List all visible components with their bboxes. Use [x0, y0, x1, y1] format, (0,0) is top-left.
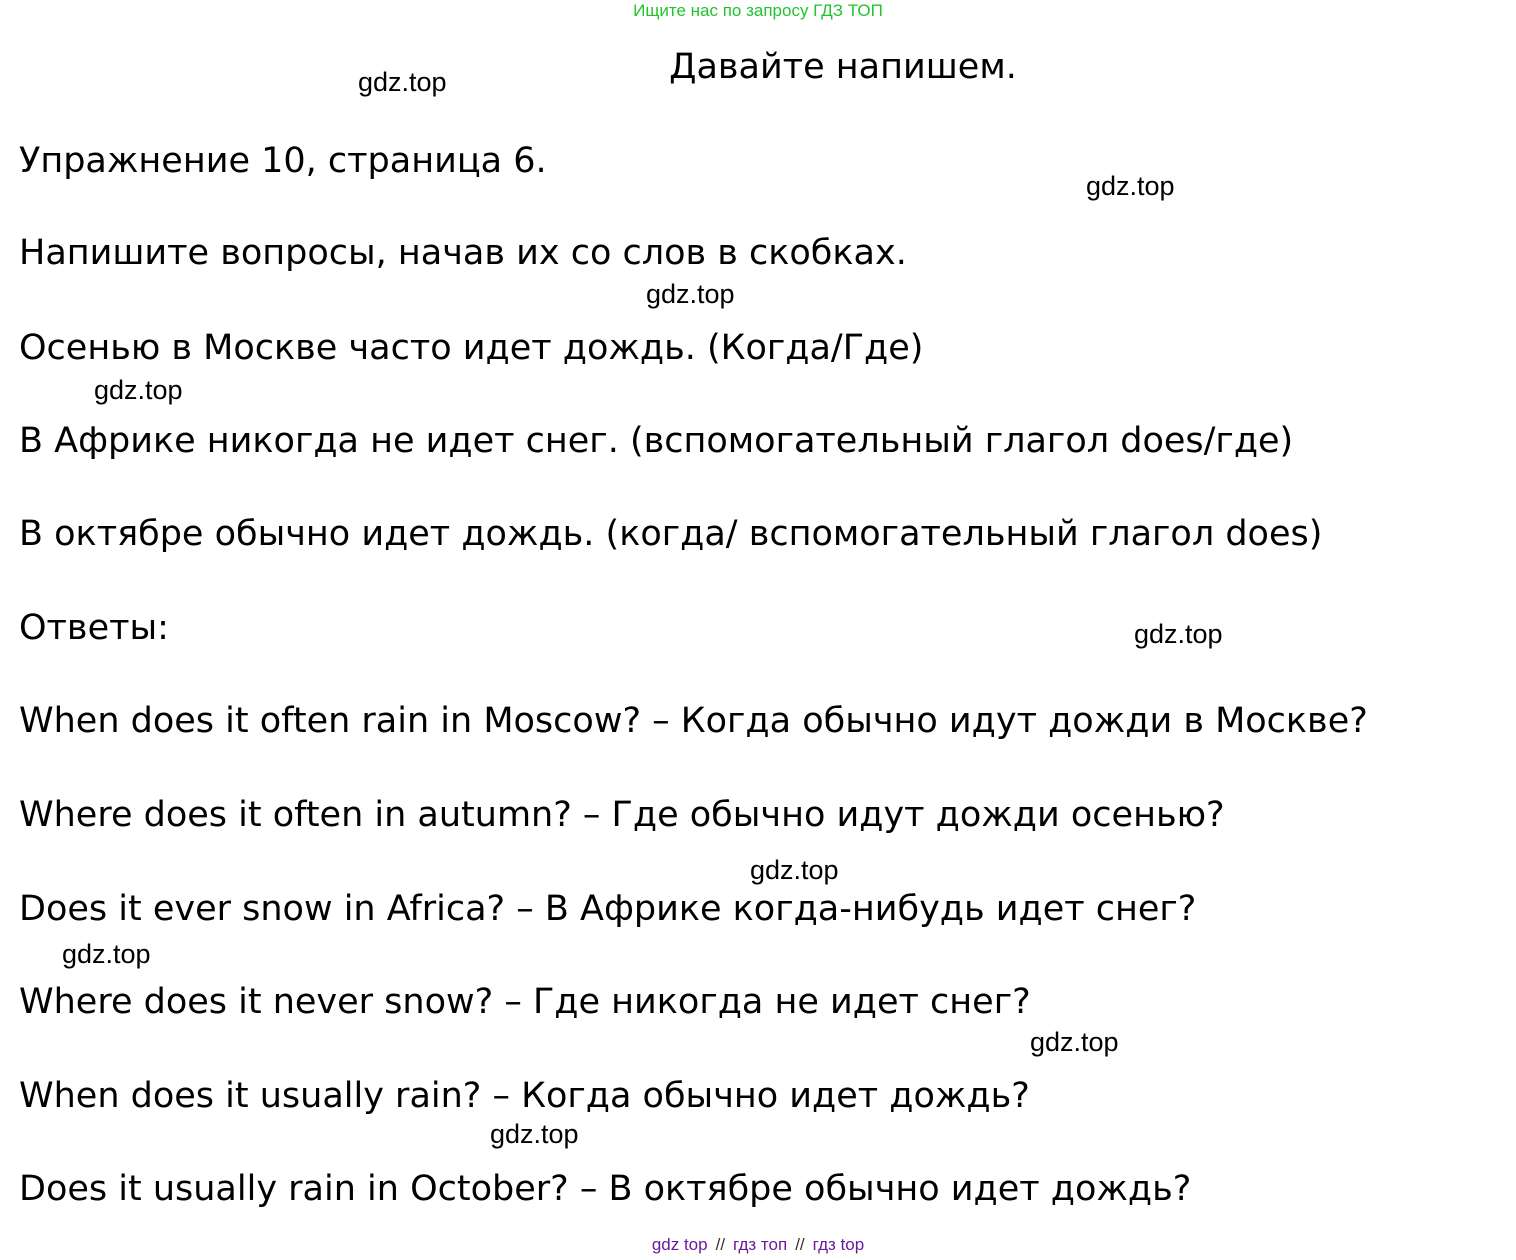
answer-4: Where does it never snow? – Где никогда не идет снег? [19, 982, 1031, 1022]
instruction-text: Напишите вопросы, начав их со слов в скобках. [19, 233, 907, 273]
watermark: gdz.top [1030, 1027, 1119, 1057]
answer-3: Does it ever snow in Africa? – В Африке когда-нибудь идет снег? [19, 889, 1197, 929]
watermark: gdz.top [490, 1119, 579, 1149]
footer-link-3[interactable]: гдз top [812, 1235, 865, 1254]
answer-6: Does it usually rain in October? – В октябре обычно идет дождь? [19, 1169, 1192, 1209]
footer-link-1[interactable]: gdz top [651, 1235, 708, 1254]
footer-separator: // [795, 1235, 805, 1254]
top-banner: Ищите нас по запросу ГДЗ ТОП [633, 1, 883, 20]
footer-separator: // [715, 1235, 726, 1254]
task-3: В октябре обычно идет дождь. (когда/ вспомогательный глагол does) [19, 514, 1323, 554]
answer-1: When does it often rain in Moscow? – Когда обычно идут дожди в Москве? [19, 701, 1368, 741]
watermark: gdz.top [750, 855, 839, 885]
watermark: gdz.top [62, 939, 151, 969]
task-2: В Африке никогда не идет снег. (вспомогательный глагол does/где) [19, 421, 1294, 461]
footer-link-2[interactable]: гдз топ [733, 1235, 788, 1254]
watermark: gdz.top [94, 375, 183, 405]
watermark: gdz.top [1086, 171, 1175, 201]
footer-links [0, 1235, 1516, 1255]
answer-5: When does it usually rain? – Когда обычно идет дождь? [19, 1076, 1030, 1116]
watermark: gdz.top [358, 67, 447, 97]
watermark: gdz.top [1134, 619, 1223, 649]
answer-2: Where does it often in autumn? – Где обычно идут дожди осенью? [19, 795, 1225, 835]
page-title: Давайте напишем. [669, 47, 1017, 87]
watermark: gdz.top [646, 279, 735, 309]
exercise-heading: Упражнение 10, страница 6. [19, 141, 547, 181]
task-1: Осенью в Москве часто идет дождь. (Когда/Где) [19, 328, 924, 368]
answers-label: Ответы: [19, 608, 169, 648]
